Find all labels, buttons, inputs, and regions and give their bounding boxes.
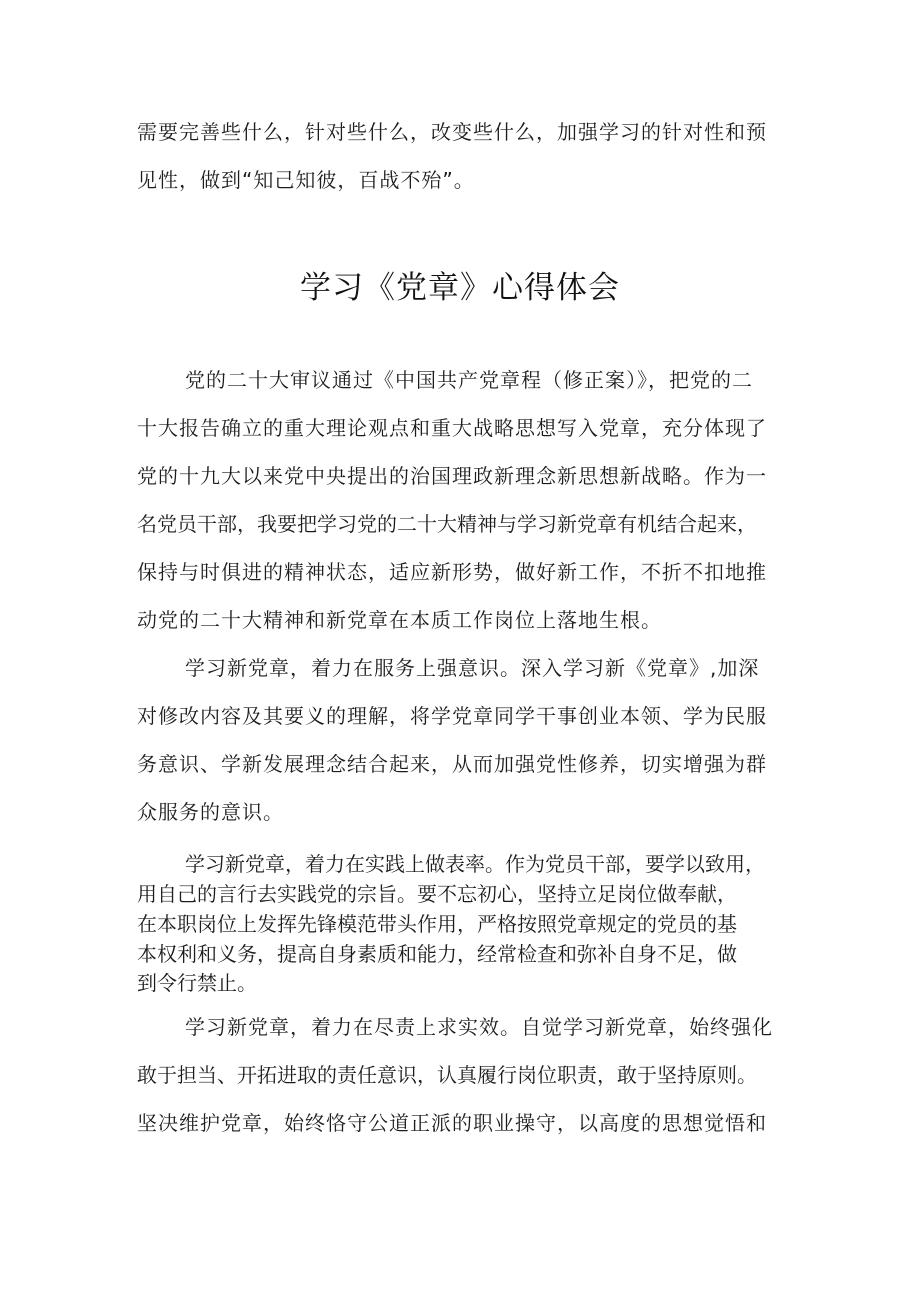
paragraph4-line-2: 敢于担当、开拓进取的责任意识，认真履行岗位职责，敢于坚持原则。 xyxy=(137,1063,757,1087)
paragraph2-line-3: 务意识、学新发展理念结合起来，从而加强党性修养，切实增强为群 xyxy=(137,752,767,776)
paragraph1-line-1: 党的二十大审议通过《中国共产党章程（修正案）》，把党的二 xyxy=(185,368,753,392)
paragraph4-line-3: 坚决维护党章，始终恪守公道正派的职业操守，以高度的思想觉悟和 xyxy=(137,1111,767,1135)
paragraph3-line-4: 本权利和义务，提高自身素质和能力，经常检查和弥补自身不足，做 xyxy=(137,942,737,966)
paragraph1-line-3: 党的十九大以来党中央提出的治国理政新理念新思想新战略。作为一 xyxy=(137,464,767,488)
paragraph3-line-3: 在本职岗位上发挥先锋模范带头作用，严格按照党章规定的党员的基 xyxy=(137,912,737,936)
paragraph3-line-2: 用自己的言行去实践党的宗旨。要不忘初心，坚持立足岗位做奉献， xyxy=(137,882,737,906)
paragraph4-line-1: 学习新党章，着力在尽责上求实效。自觉学习新党章，始终强化 xyxy=(185,1015,773,1039)
paragraph1-line-2: 十大报告确立的重大理论观点和重大战略思想写入党章，充分体现了 xyxy=(137,416,767,440)
paragraph2-line-2: 对修改内容及其要义的理解，将学党章同学干事创业本领、学为民服 xyxy=(137,704,767,728)
paragraph1-line-5: 保持与时俱进的精神状态，适应新形势，做好新工作，不折不扣地推 xyxy=(137,560,767,584)
paragraph1-line-6: 动党的二十大精神和新党章在本质工作岗位上落地生根。 xyxy=(137,608,662,632)
paragraph3-line-5: 到令行禁止。 xyxy=(137,971,257,995)
paragraph3-line-1: 学习新党章，着力在实践上做表率。作为党员干部，要学以致用， xyxy=(185,852,765,876)
paragraph2-line-4: 众服务的意识。 xyxy=(137,800,284,824)
page-title: 学习《党章》心得体会 xyxy=(300,270,620,306)
intro-line-2: 见性，做到“知己知彼，百战不殆”。 xyxy=(137,168,475,192)
intro-line-1: 需要完善些什么，针对些什么，改变些什么，加强学习的针对性和预 xyxy=(137,120,767,144)
paragraph1-line-4: 名党员干部，我要把学习党的二十大精神与学习新党章有机结合起来， xyxy=(137,512,757,536)
paragraph2-line-1: 学习新党章，着力在服务上强意识。深入学习新《党章》,加深 xyxy=(185,656,760,680)
